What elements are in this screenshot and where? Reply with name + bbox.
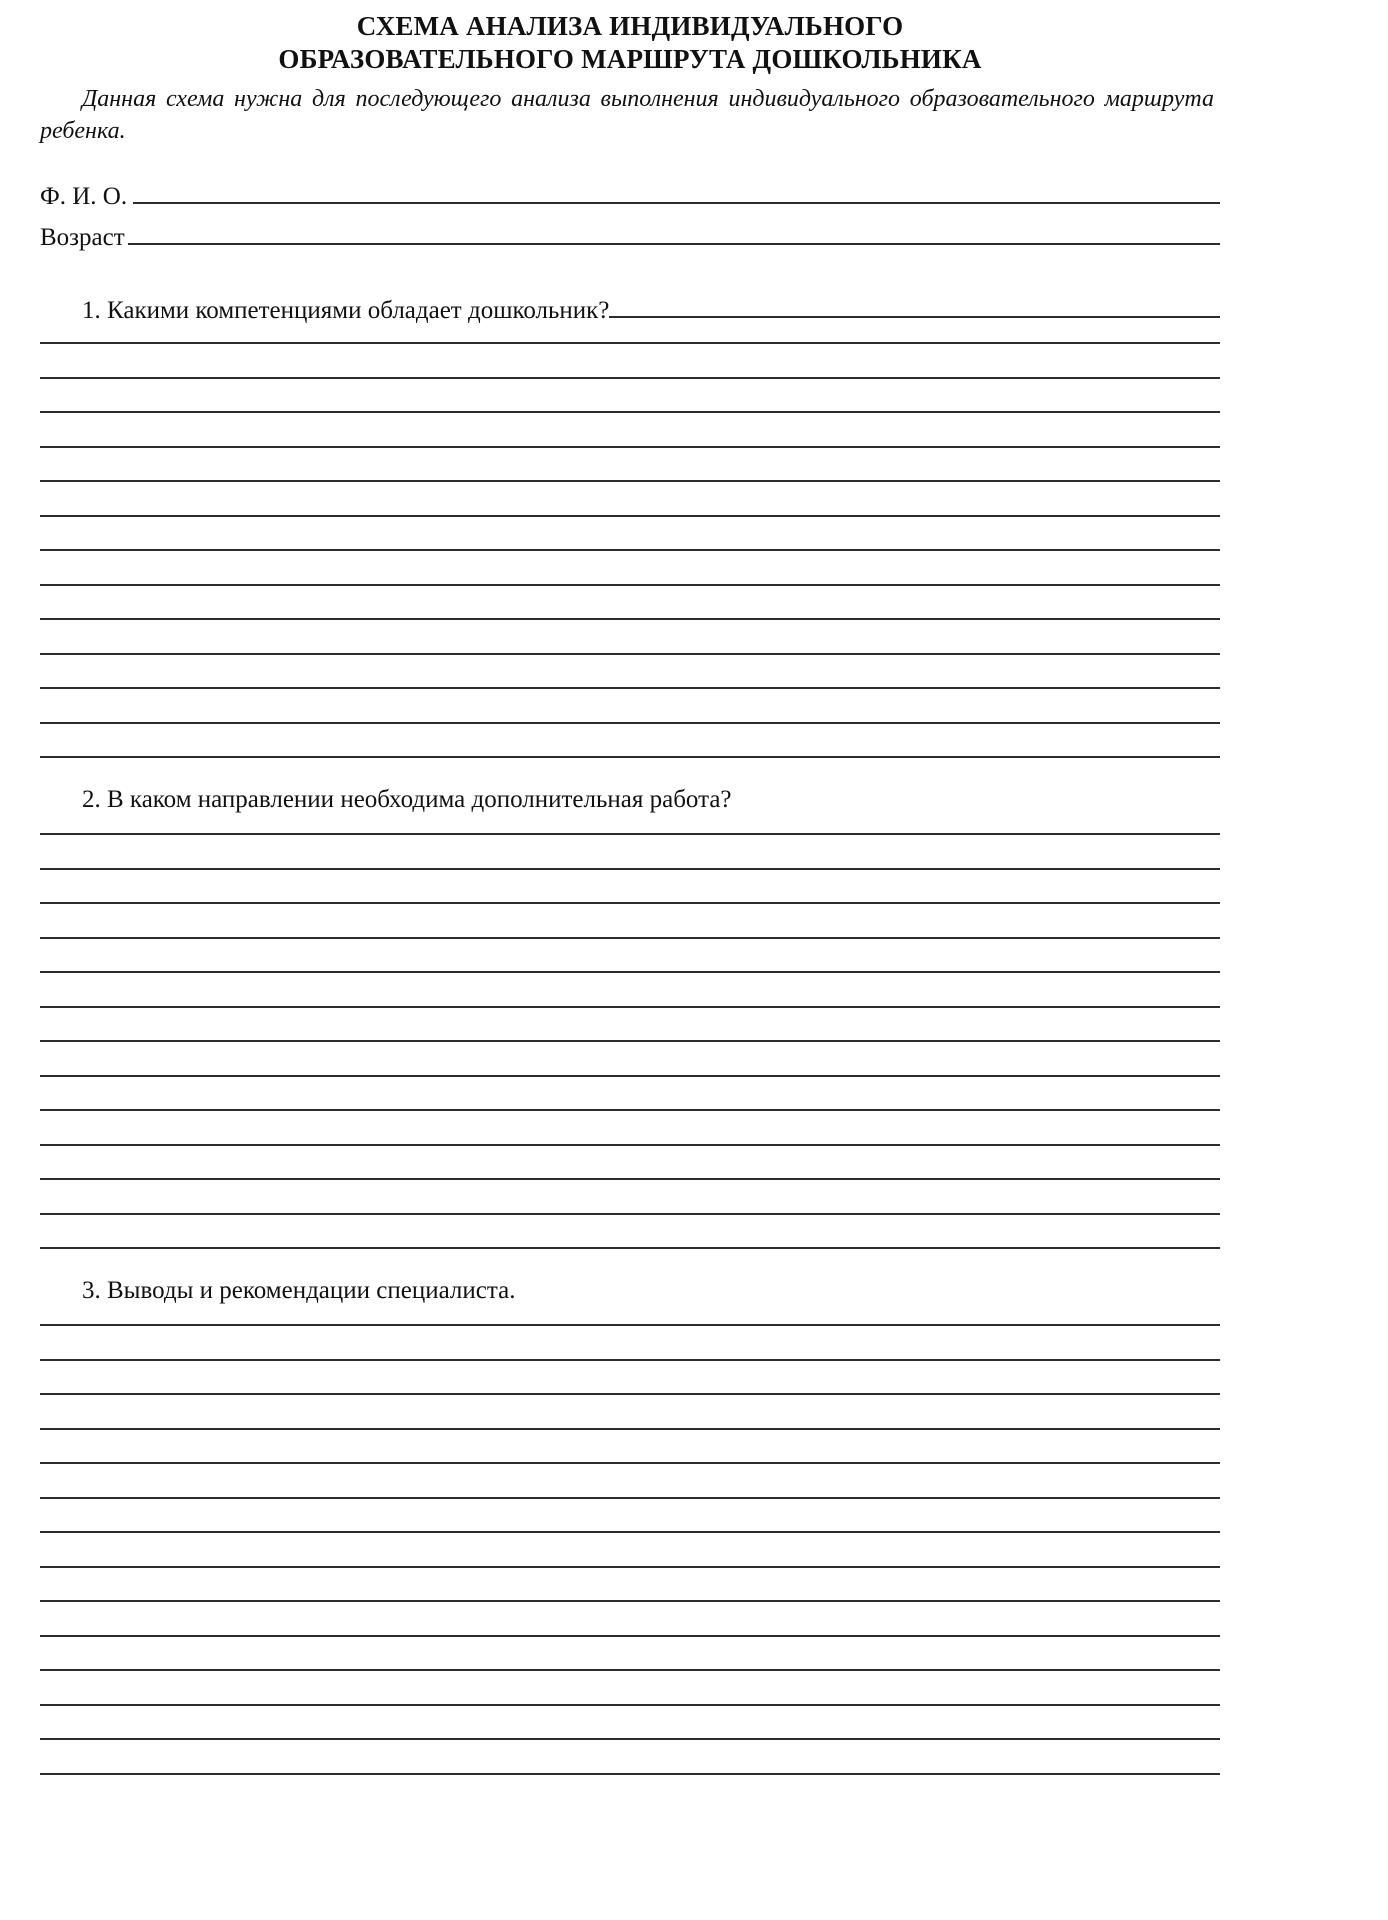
- answer-line[interactable]: [40, 1178, 1220, 1180]
- answer-line[interactable]: [40, 1213, 1220, 1215]
- question-1: [40, 295, 1220, 326]
- field-row-age: [40, 222, 1220, 253]
- answer-line[interactable]: [40, 446, 1220, 448]
- question-1-text: 1. Какими компетенциями обладает дошкольник?: [82, 297, 610, 324]
- intro-paragraph: Данная схема нужна для последующего анализа выполнения индивидуального образовательного маршрута ребенка.: [40, 86, 1214, 144]
- answer-line[interactable]: [40, 833, 1220, 835]
- document-body: [40, 0, 1220, 1775]
- answer-line[interactable]: [40, 1075, 1220, 1077]
- answer-line[interactable]: [40, 1006, 1220, 1008]
- fio-input-rule[interactable]: [133, 181, 1220, 204]
- title-line-2: ОБРАЗОВАТЕЛЬНОГО МАРШРУТА ДОШКОЛЬНИКА: [278, 44, 982, 74]
- answer-line[interactable]: [40, 756, 1220, 758]
- question-1-answer-lines[interactable]: [40, 342, 1220, 758]
- answer-line[interactable]: [40, 1738, 1220, 1740]
- answer-line[interactable]: [40, 377, 1220, 379]
- answer-line[interactable]: [40, 1040, 1220, 1042]
- question-2: [40, 785, 1220, 815]
- title-line-1: СХЕМА АНАЛИЗА ИНДИВИДУАЛЬНОГО: [356, 11, 904, 41]
- answer-line[interactable]: [40, 1428, 1220, 1430]
- question-2-text: 2. В каком направлении необходима дополнительная работа?: [82, 786, 732, 813]
- answer-line[interactable]: [40, 1566, 1220, 1568]
- answer-line[interactable]: [40, 1635, 1220, 1637]
- answer-line[interactable]: [40, 618, 1220, 620]
- answer-line[interactable]: [40, 1669, 1220, 1671]
- question-3-answer-lines[interactable]: [40, 1324, 1220, 1775]
- answer-line[interactable]: [40, 1247, 1220, 1249]
- answer-line[interactable]: [40, 722, 1220, 724]
- answer-line[interactable]: [40, 868, 1220, 870]
- question-1-inline-rule[interactable]: [609, 295, 1220, 318]
- answer-line[interactable]: [40, 1497, 1220, 1499]
- answer-line[interactable]: [40, 1359, 1220, 1361]
- answer-line[interactable]: [40, 902, 1220, 904]
- answer-line[interactable]: [40, 411, 1220, 413]
- answer-line[interactable]: [40, 480, 1220, 482]
- answer-line[interactable]: [40, 1600, 1220, 1602]
- answer-line[interactable]: [40, 584, 1220, 586]
- question-3-text: 3. Выводы и рекомендации специалиста.: [82, 1277, 516, 1304]
- answer-line[interactable]: [40, 1773, 1220, 1775]
- answer-line[interactable]: [40, 549, 1220, 551]
- answer-line[interactable]: [40, 515, 1220, 517]
- answer-line[interactable]: [40, 937, 1220, 939]
- answer-line[interactable]: [40, 653, 1220, 655]
- question-3: [40, 1276, 1220, 1306]
- question-2-answer-lines[interactable]: [40, 833, 1220, 1249]
- age-input-rule[interactable]: [128, 222, 1220, 245]
- answer-line[interactable]: [40, 1324, 1220, 1326]
- answer-line[interactable]: [40, 1531, 1220, 1533]
- fio-label: Ф. И. О.: [40, 183, 128, 210]
- age-label: Возраст: [40, 224, 125, 251]
- answer-line[interactable]: [40, 342, 1220, 344]
- answer-line[interactable]: [40, 971, 1220, 973]
- answer-line[interactable]: [40, 1109, 1220, 1111]
- answer-line[interactable]: [40, 1462, 1220, 1464]
- page-title: [40, 10, 1220, 76]
- answer-line[interactable]: [40, 1144, 1220, 1146]
- answer-line[interactable]: [40, 687, 1220, 689]
- answer-line[interactable]: [40, 1704, 1220, 1706]
- answer-line[interactable]: [40, 1393, 1220, 1395]
- field-row-fio: [40, 181, 1220, 212]
